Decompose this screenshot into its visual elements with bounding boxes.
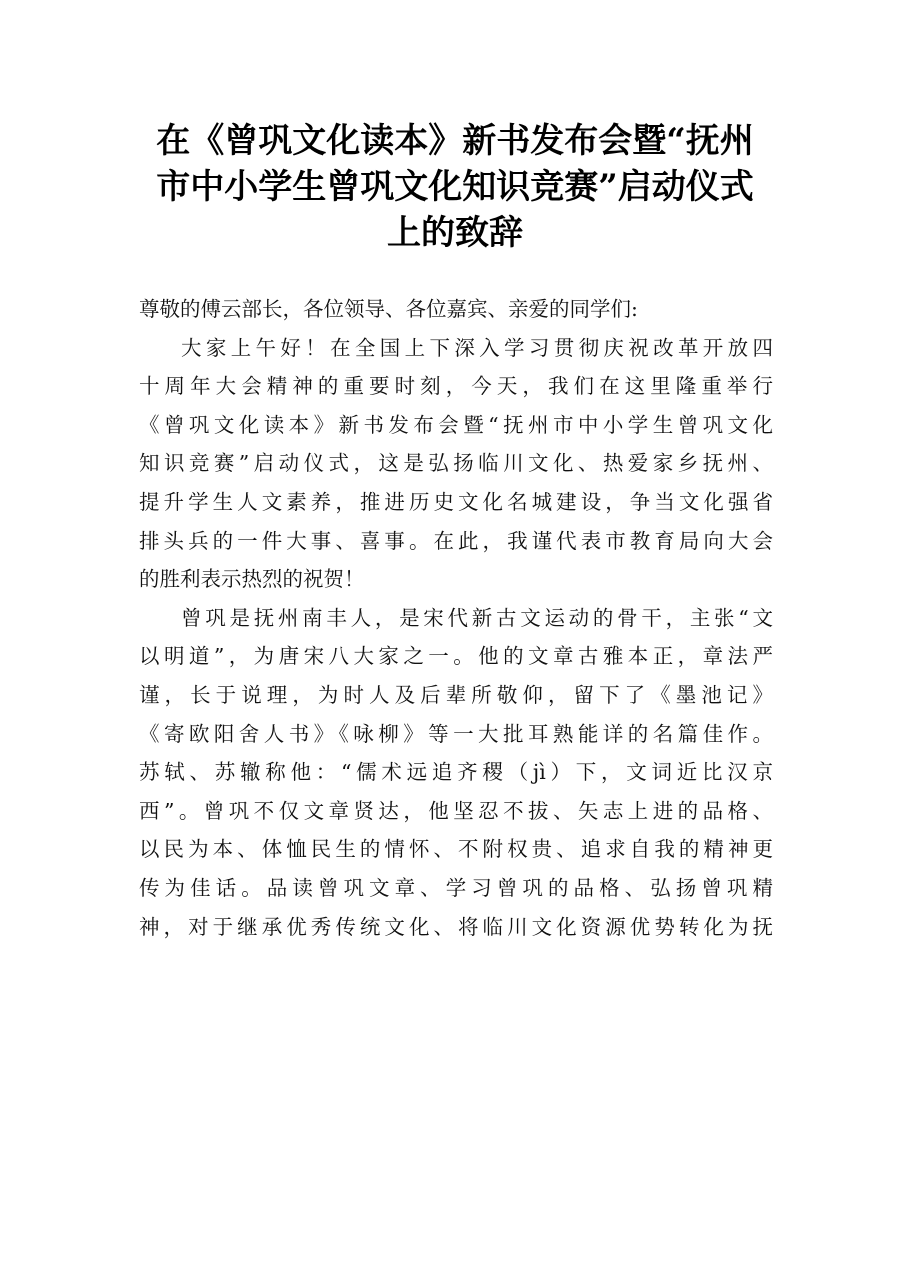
title-line: 在《曾巩文化读本》新书发布会暨“抚州 (156, 121, 754, 161)
title-line: 上的致辞 (387, 213, 523, 253)
text-line: 提升学生人文素养，推进历史文化名城建设，争当文化强省 (139, 489, 773, 514)
text-line: 神，对于继承优秀传统文化、将临川文化资源优势转化为抚 (139, 914, 773, 939)
salutation: 尊敬的傅云部长，各位领导、各位嘉宾、亲爱的同学们: (139, 297, 638, 321)
document-title (130, 118, 780, 256)
paragraph (139, 599, 773, 946)
text-line: 苏轼、苏辙称他：“儒术远追齐稷（jì）下，文词近比汉京 (139, 760, 773, 785)
text-line: 十周年大会精神的重要时刻，今天，我们在这里隆重举行 (139, 374, 773, 399)
text-line: 《寄欧阳舍人书》《咏柳》等一大批耳熟能详的名篇佳作。 (139, 721, 773, 746)
paragraph (139, 329, 773, 599)
text-line: 谨，长于说理，为时人及后辈所敬仰，留下了《墨池记》 (139, 682, 773, 707)
text-line: 《曾巩文化读本》新书发布会暨“抚州市中小学生曾巩文化 (139, 412, 773, 437)
text-line: 排头兵的一件大事、喜事。在此，我谨代表市教育局向大会 (139, 528, 773, 553)
title-line: 市中小学生曾巩文化知识竞赛”启动仪式 (156, 167, 754, 207)
text-line: 西”。曾巩不仅文章贤达，他坚忍不拔、矢志上进的品格、 (139, 798, 773, 823)
document-body (139, 290, 773, 946)
text-line: 传为佳话。品读曾巩文章、学习曾巩的品格、弘扬曾巩精 (139, 875, 773, 900)
text-line: 大家上午好！在全国上下深入学习贯彻庆祝改革开放四 (181, 335, 773, 360)
text-line: 以民为本、体恤民生的情怀、不附权贵、追求自我的精神更 (139, 837, 773, 862)
text-line: 知识竞赛”启动仪式，这是弘扬临川文化、热爱家乡抚州、 (139, 451, 773, 476)
text-line: 曾巩是抚州南丰人，是宋代新古文运动的骨干，主张“文 (181, 605, 773, 630)
text-line: 的胜利表示热烈的祝贺！ (139, 567, 365, 592)
text-line: 以明道”，为唐宋八大家之一。他的文章古雅本正，章法严 (139, 644, 773, 669)
